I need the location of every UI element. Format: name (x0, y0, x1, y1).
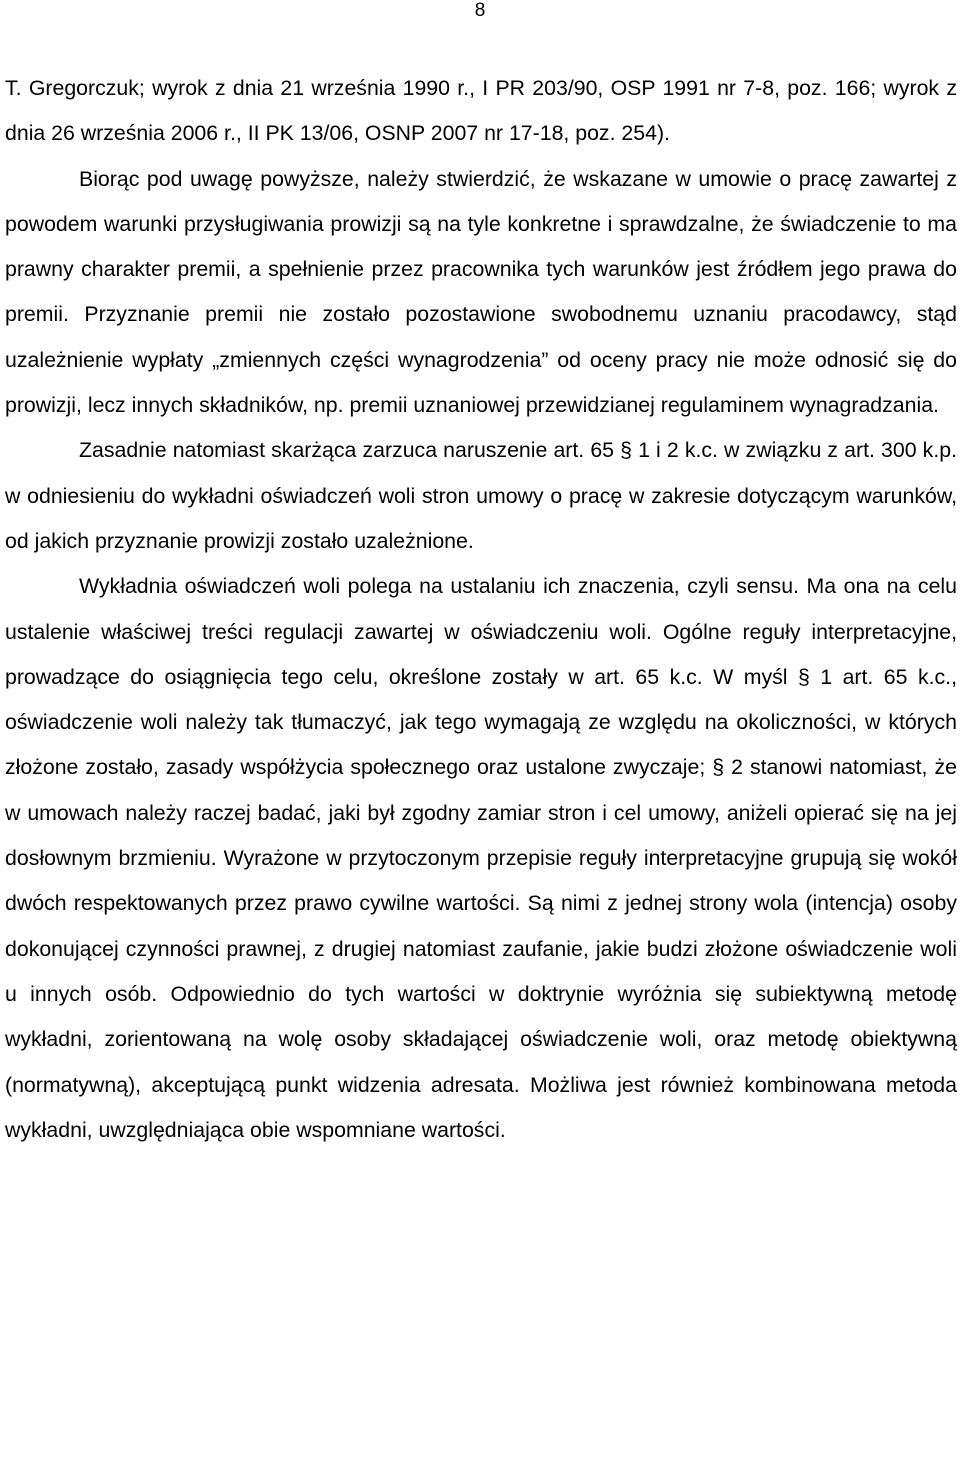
paragraph-violation-claim: Zasadnie natomiast skarżąca zarzuca naruszenie art. 65 § 1 i 2 k.c. w związku z art. 300 k.p. w odniesieniu do wykładni oświadczeń woli stron umowy o pracę w zakresie dotyczącym warunków, od jakich przyznanie prowizji zostało uzależnione. (5, 438, 957, 553)
paragraph-interpretation-rules: Wykładnia oświadczeń woli polega na ustalaniu ich znaczenia, czyli sensu. Ma ona na celu ustalenie właściwej treści regulacji zawartej w oświadczeniu woli. Ogólne reguły interpretacyjne, prowadzące do osiągnięcia tego celu, określone zostały w art. 65 k.c. W myśl § 1 art. 65 k.c., oświadczenie woli należy tak tłumaczyć, jak tego wymagają ze względu na okoliczności, w których złożone zostało, zasady współżycia społecznego oraz ustalone zwyczaje; § 2 stanowi natomiast, że w umowach należy raczej badać, jaki był zgodny zamiar stron i cel umowy, aniżeli opierać się na jej dosłownym brzmieniu. Wyrażone w przytoczonym przepisie reguły interpretacyjne grupują się wokół dwóch respektowanych przez prawo cywilne wartości. Są nimi z jednej strony wola (intencja) osoby dokonującej czynności prawnej, z drugiej natomiast zaufanie, jakie budzi złożone oświadczenie woli u innych osób. Odpowiednio do tych wartości w doktrynie wyróżnia się subiektywną metodę wykładni, zorientowaną na wolę osoby składającej oświadczenie woli, oraz metodę obiektywną (normatywną), akceptującą punkt widzenia adresata. Możliwa jest również kombinowana metoda wykładni, uwzględniająca obie wspomniane wartości. (5, 574, 957, 1142)
document-body (5, 66, 957, 1153)
paragraph-commission-analysis: Biorąc pod uwagę powyższe, należy stwierdzić, że wskazane w umowie o pracę zawartej z powodem warunki przysługiwania prowizji są na tyle konkretne i sprawdzalne, że świadczenie to ma prawny charakter premii, a spełnienie przez pracownika tych warunków jest źródłem jego prawa do premii. Przyznanie premii nie zostało pozostawione swobodnemu uznaniu pracodawcy, stąd uzależnienie wypłaty „zmiennych części wynagrodzenia” od oceny pracy nie może odnosić się do prowizji, lecz innych składników, np. premii uznaniowej przewidzianej regulaminem wynagradzania. (5, 166, 957, 418)
page-number: 8 (474, 0, 486, 21)
paragraph-citation-continuation: T. Gregorczuk; wyrok z dnia 21 września 1990 r., I PR 203/90, OSP 1991 nr 7-8, poz. 166; wyrok z dnia 26 września 2006 r., II PK 13/06, OSNP 2007 nr 17-18, poz. 254). (5, 76, 957, 146)
